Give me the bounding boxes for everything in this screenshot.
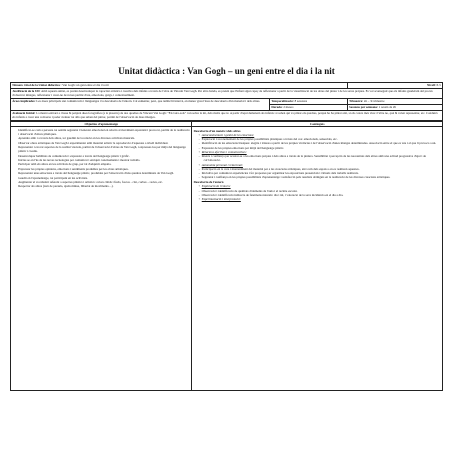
- subsection-title: • Autonomia personal i relacional:: [199, 163, 441, 167]
- objective-item: • Participar amb els altres en les activitats de grup, per tal d'adquirir empatia.: [18, 162, 190, 166]
- objective-item: • Aprendre amb i a través dels altres, tot gaudint de la relació en les diverses activitats musicals.: [18, 136, 190, 140]
- subsection-title: • Relacions afectives i comunicatives:: [199, 150, 441, 154]
- contents-list: [194, 137, 441, 150]
- contents-cell: [192, 127, 443, 391]
- objectives-list: [12, 128, 190, 189]
- initial-evaluation-cell: Avaluació Inicial: La mestra entrarà a classe hi penjarà dues fotografies (a la pissarra) de dos quadres de Vincent Van Gogh: "Els Gira-sols" i un sobre la nit, dels molts que té. A partir d'aquí demanarà als infants: si saben qui va pintar els quadres, perquè ho ha pintat així, si els colors més vius i l'altre no, què hi volen representar, etc. Conduirà els infants a crear una conversa i poder avaluar tot allò que saben del pintor, partint de l'observació de dues imatges.: [11, 110, 443, 120]
- contents-list: [194, 154, 441, 162]
- content-item: - Observació i identificació de qualitats d'elements de l'aula i el recinte escolar.: [204, 189, 441, 193]
- objective-item: • Desenvolupar habilitats de comunicació i expressió a través del llenguatge plàstic i gràfic.: [18, 154, 190, 158]
- temporal-cell: Temporalització: 8 sessions: [270, 98, 348, 104]
- content-item: - Observació i identificació indirecta de fenòmens naturals: dia i nit, i valoració de la seva incidència en el dia a dia.: [204, 193, 441, 197]
- objective-item: • Iniciar-se en l'ús de les noves tecnologies per comunicar i enriquir coneixements i mostrar treballs.: [18, 158, 190, 162]
- trimester-cell: Trimestre: 2n – 3r trimestre: [347, 98, 442, 104]
- objectives-cell: [11, 127, 192, 391]
- body-table: [10, 121, 443, 392]
- justification-cell: Justificació de la UD: Amb aquesta unitat, es pretén desenvolupar la capacitat artística i creativa dels infants a través de l'obra de Vincent Van Gogh. Per altra banda, es pretén que l'infant sigui capaç de reflexionar a partir de la visualització de les obres del pintor i de les seves pròpies. Es vol aconseguir que els infants gaudeixin del procés d'observar imatges, reflexionar i crear-ne de noves partint d'ara, emocions, goigs, i contextualment.: [11, 88, 443, 98]
- objective-item: • Respectar als altres (torn de paraula, ajuda mútua, llibertat de moviments…).: [18, 184, 190, 188]
- unit-plan-document: [10, 82, 443, 391]
- areas-cell: Àrees implicades: Les àrees principals són comunicació i llenguatges i la descoberta de l'entorn. Cal esmentar, però, que també hi intervé, en menor grau l'àrea de descoberta d'un material i dels altres.: [11, 98, 270, 110]
- subsection-title: • Experimentació i interpretació:: [199, 197, 441, 201]
- content-item: - Iniciativa per comunicar experiències i fer propostes per organitzar les exposicions presencials i virtuals dels treballs realitzats.: [204, 171, 441, 175]
- subsection-title: • Autoconeixement i gestió de les emocions:: [199, 133, 441, 137]
- objective-item: • Representar unes emocions a través del llenguatge plàstic, produïdes per l'observació d'uns quadres determinats de Van Gogh.: [18, 171, 190, 175]
- objective-item: • Observar obres artístiques de Van Gogh i experimentar amb material artístic la reproducció d'aquestes a nivell individual.: [18, 141, 190, 145]
- weekly-sessions-cell: Sessions per setmana: 1 sessió de 2h: [347, 104, 442, 110]
- objective-item: • Identificar-se com a persona tot sentint seguretat i benestar emocional en relació al moviment espontani i provocat, partint de la realització i observació d'obres plàstiques.: [18, 128, 190, 136]
- level-cell: Nivell: P-5: [347, 83, 442, 89]
- content-item: - Exploració i reconeixement de les pròpies possibilitats plàstiques a través del cos: emocionals, sensorials, etc.: [204, 137, 441, 141]
- objectives-header: Objectius d'aprenentatge: [11, 121, 192, 127]
- content-item: - Participació en la cura i manteniment del material per a les creacions artístiques, així com dels espais a on es realitzen aquestes.: [204, 167, 441, 171]
- header-table: [10, 82, 443, 121]
- page-title: Unitat didàctica : Van Gogh – un geni entre el dia i la nit: [118, 66, 335, 76]
- contents-header: Continguts: [192, 121, 443, 127]
- content-item: - Interès i confiança per acostar-se a les emocions pròpies i dels altres a través de la pintura. Sensibilitat i percepció de les necessitats dels altres amb una actitud progressiva d'ajut i de col·laboració.: [204, 154, 441, 162]
- section-title: Descoberta d'un mateix i dels altres: [193, 128, 241, 133]
- objective-item: • Gaudir en l'aprenentatge, tot participant en les activitats.: [18, 176, 190, 180]
- section-title: Descoberta de l'entorn: [193, 180, 224, 185]
- objective-item: • Expressar les pròpies opinions, emocions i sentiments produïdes per les obres artístiques.: [18, 167, 190, 171]
- contents-list: [194, 189, 441, 197]
- contents-list: [194, 167, 441, 180]
- subsection-title: • Exploració de l'entorn:: [199, 184, 441, 188]
- content-item: - Expressió de les pròpies emocions per mitjà del llenguatge plàstic.: [204, 146, 441, 150]
- objective-item: • Augmentar el vocabulari referent a aspectes plàstics i artístics: colors càlids i freds, foscos - clar, corbes – rectes, etc.: [18, 180, 190, 184]
- content-item: - Identificació de les emocions bàsiques: alegria i tristesa a partir de les pròpies vivències i de l'observació d'unes imatges determinades. Associació entre el que es veu i el que li provoca a un.: [204, 141, 441, 145]
- content-item: - Seguretat i confiança en les pròpies possibilitats d'aprenentatge i satisfacció pels resultats obtinguts en la realització de les diverses creacions artístiques.: [204, 175, 441, 179]
- objective-item: • Representar i evocar aspectes de la realitat viscuda, partint de l'observació d'obres de Van Gogh, i expressar-los per mitjà del llenguatge plàstic i creatiu.: [18, 145, 190, 153]
- duration-cell: Durada: 2 mesos: [270, 104, 348, 110]
- unit-number-cell: Número i títol de la Unitat didàctica : Van Gogh: un geni entre el dia i la nit: [11, 83, 348, 89]
